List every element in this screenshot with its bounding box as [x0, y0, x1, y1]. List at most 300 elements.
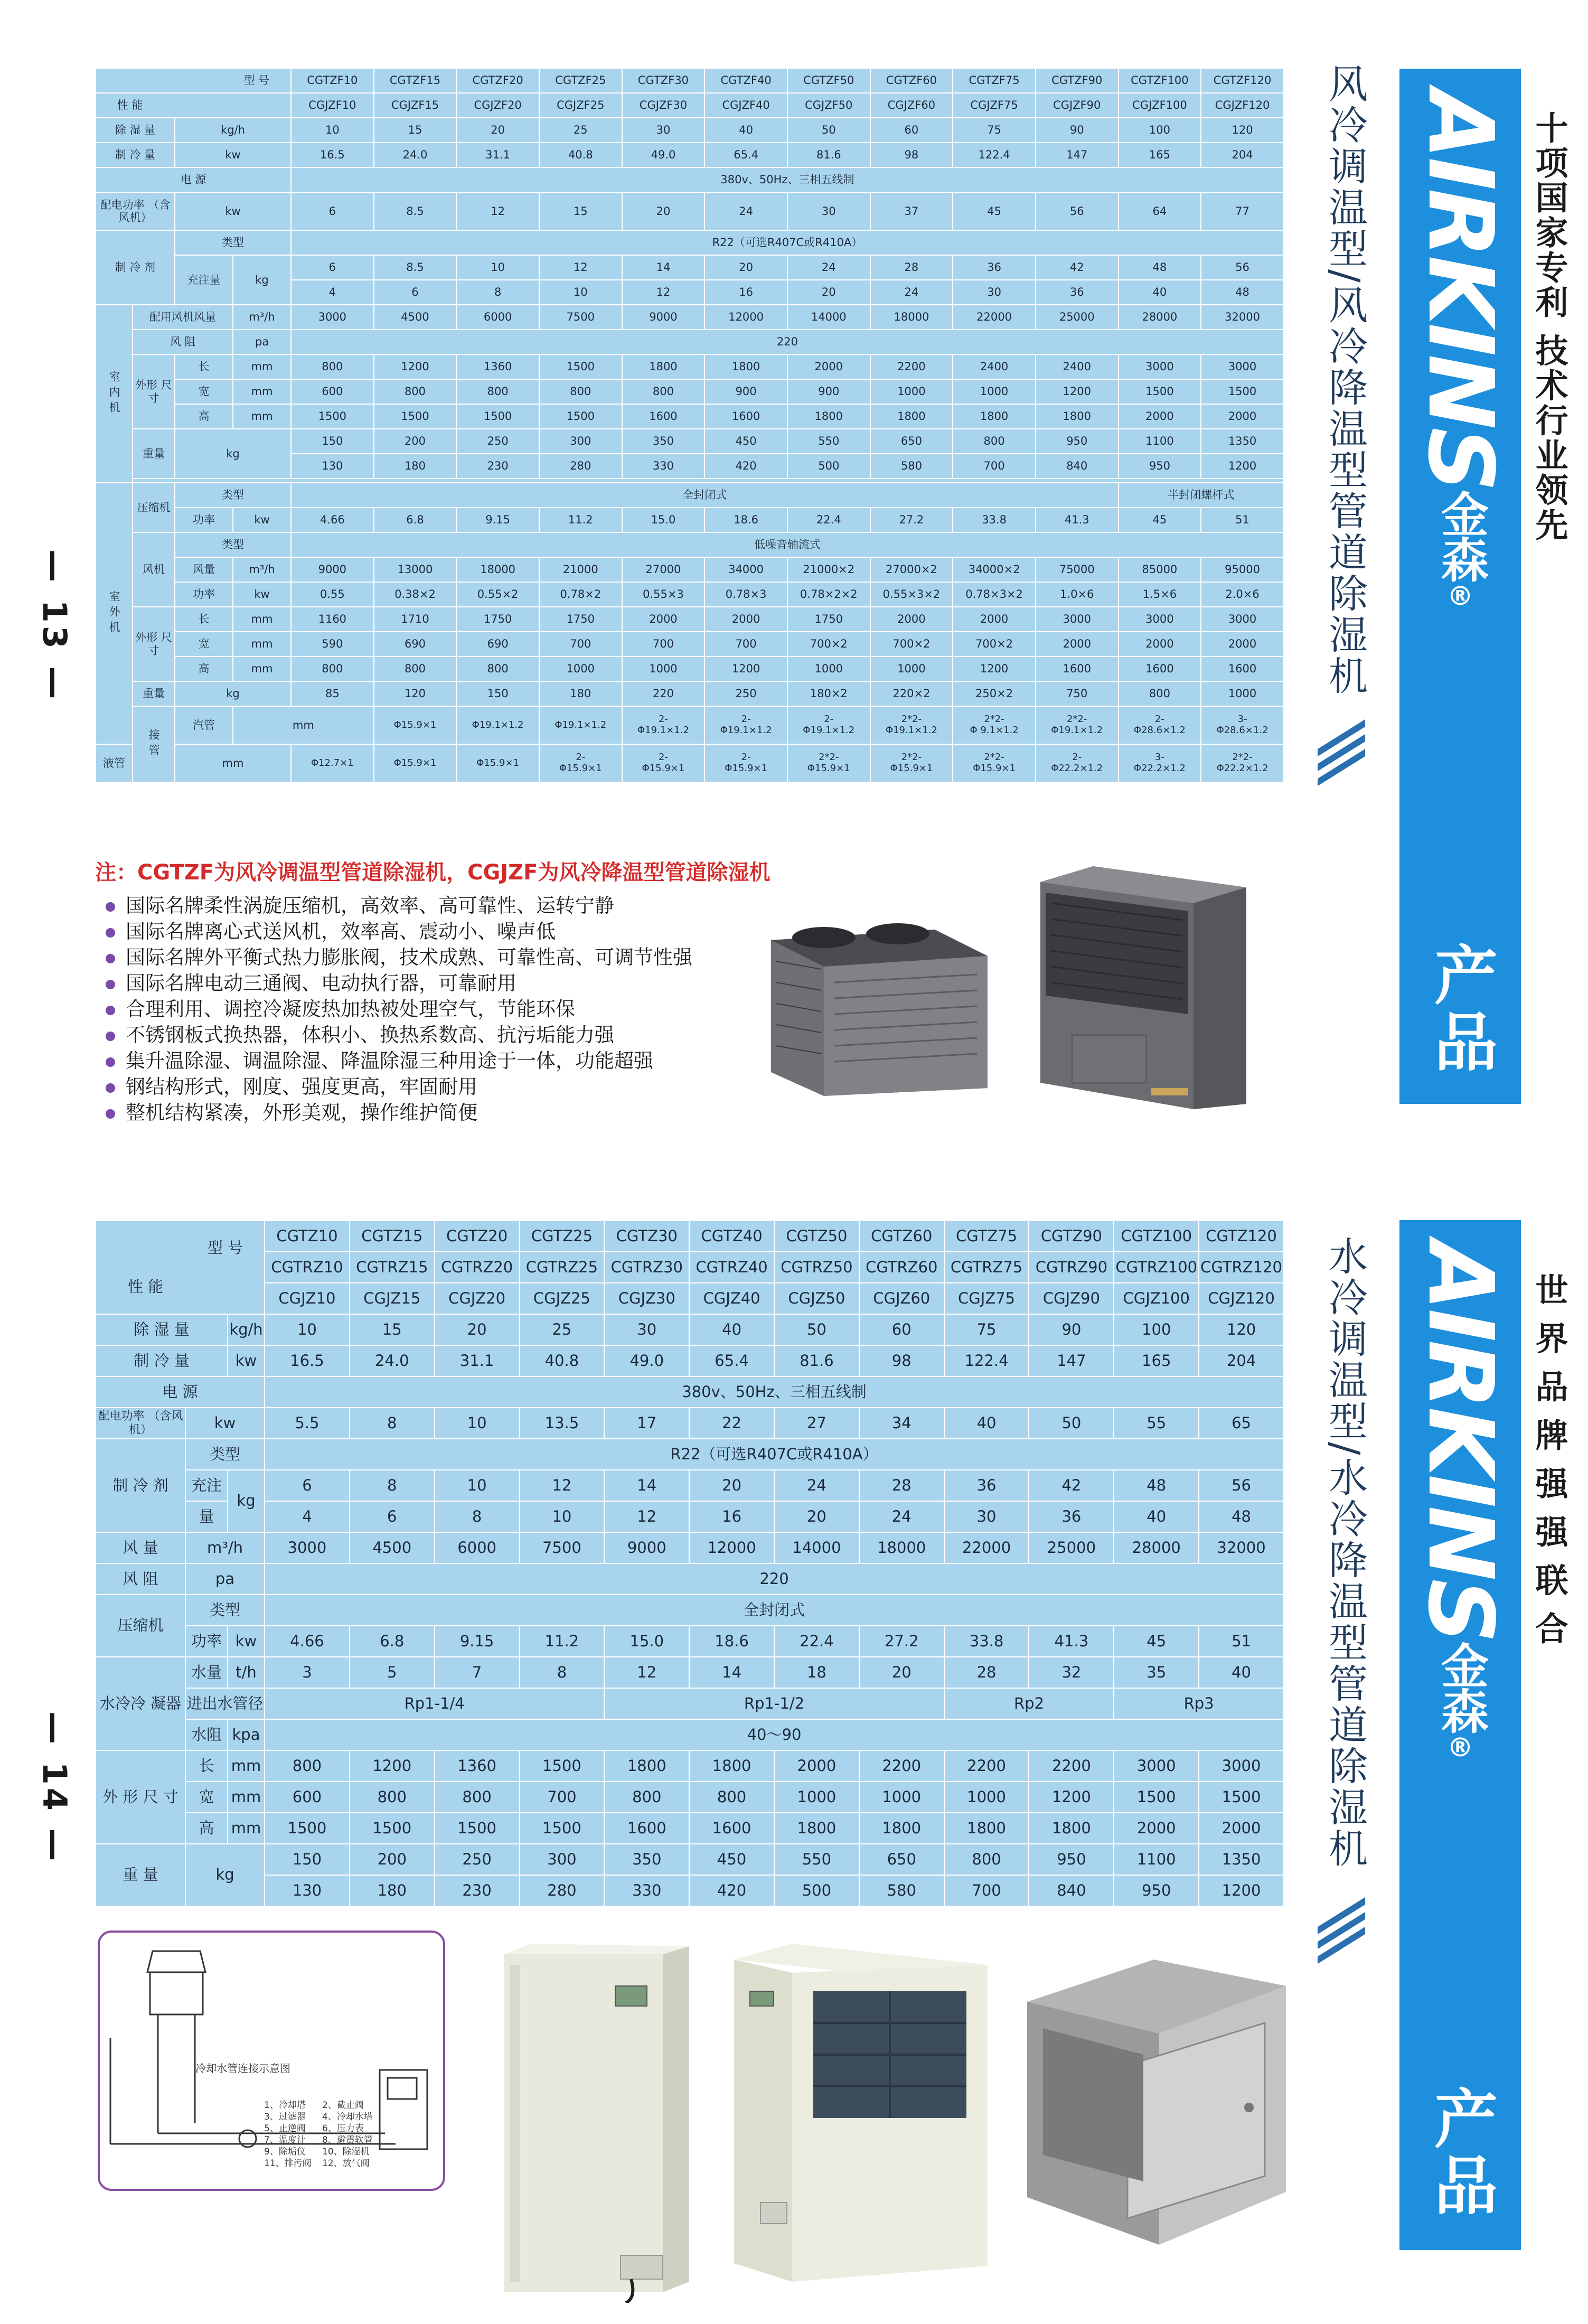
value-cell: 33.8 [953, 508, 1036, 532]
value-cell: CGTZ100 [1114, 1221, 1199, 1252]
table-row [96, 1532, 1284, 1563]
value-cell: 1000 [944, 1782, 1029, 1813]
value-cell: 75 [944, 1314, 1029, 1345]
product-title: 水冷调温型/水冷降温型管道除湿机 [1322, 1236, 1368, 1869]
value-cell: 12 [622, 280, 705, 305]
sub-label: 重量 [133, 429, 175, 479]
value-cell: 2200 [944, 1750, 1029, 1782]
value-cell: 3000 [1114, 1750, 1199, 1782]
value-cell: 20 [456, 118, 539, 143]
value-cell: 1800 [704, 354, 787, 379]
value-cell: 350 [604, 1844, 689, 1875]
value-cell: CGJZF75 [953, 93, 1036, 118]
table-row [96, 379, 1284, 404]
value-cell: 24 [787, 255, 870, 280]
value-cell: 9.15 [435, 1626, 520, 1657]
value-cell: 900 [787, 379, 870, 404]
sub-label: 压缩机 [133, 483, 175, 532]
value-cell: 4.66 [265, 1626, 350, 1657]
water-cooled-unit-photo-2 [729, 1938, 993, 2287]
value-cell: 2000 [774, 1750, 859, 1782]
table-row [96, 532, 1284, 557]
value-cell: 10 [520, 1501, 605, 1532]
value-cell: 8 [350, 1408, 435, 1439]
value-cell [374, 706, 457, 744]
bullet-icon [106, 928, 115, 938]
value-cell [539, 744, 622, 782]
value-cell: 2000 [1119, 404, 1201, 429]
value-cell: 1000 [870, 379, 953, 404]
sub-label: 风机 [133, 532, 175, 607]
value-cell: 27.2 [870, 508, 953, 532]
table-row [96, 93, 1284, 118]
value-cell: 147 [1036, 143, 1119, 167]
value-cell: 7500 [520, 1532, 605, 1563]
unit-cell: mm [228, 1813, 265, 1844]
value-cell: 800 [350, 1782, 435, 1813]
sub-label: 高 [185, 1813, 228, 1844]
value-cell: 2000 [1036, 632, 1119, 657]
value-cell: 55 [1114, 1408, 1199, 1439]
value-cell: 48 [1119, 255, 1201, 280]
value-cell: 4.66 [291, 508, 374, 532]
value-cell: 580 [859, 1875, 944, 1906]
value-cell: 1200 [1036, 379, 1119, 404]
unit-cell: mm [233, 607, 291, 632]
value-cell: 690 [456, 632, 539, 657]
value-cell: 1000 [622, 657, 705, 681]
value-cell: 12 [539, 255, 622, 280]
table-row [96, 1345, 1284, 1376]
value-cell: 1750 [456, 607, 539, 632]
value-cell: 2000 [787, 354, 870, 379]
value-cell: 180 [350, 1875, 435, 1906]
value-cell: 1360 [456, 354, 539, 379]
value-cell: 700 [704, 632, 787, 657]
value-cell [704, 744, 787, 782]
unit-cell: kw [228, 1626, 265, 1657]
table-row [96, 1595, 1284, 1626]
sub-label: 高 [175, 657, 233, 681]
table-row [96, 607, 1284, 632]
value-cell: 600 [265, 1782, 350, 1813]
unit-cell: kg/h [228, 1314, 265, 1345]
value-cell: 550 [787, 429, 870, 454]
value-cell: 15 [350, 1314, 435, 1345]
value-cell: CGTZ90 [1029, 1221, 1114, 1252]
pipe-size: Φ15.9×1 [973, 763, 1016, 774]
value-cell: 10 [539, 280, 622, 305]
value-cell: 330 [622, 454, 705, 479]
spec-table-water-cooled [95, 1220, 1284, 1907]
value-cell: CGTRZ40 [689, 1252, 774, 1283]
pipe-count: 2- [658, 714, 668, 725]
value-cell: 1600 [689, 1813, 774, 1844]
value-cell: 41.3 [1036, 508, 1119, 532]
table-row [96, 192, 1284, 230]
table-row [96, 744, 1284, 782]
value-cell: CGJZF40 [704, 93, 787, 118]
value-cell: 1200 [350, 1750, 435, 1782]
value-cell: 230 [456, 454, 539, 479]
value-cell: 0.55×3×2 [870, 582, 953, 607]
value-cell: 18000 [870, 305, 953, 330]
unit-cell: kw [228, 1345, 265, 1376]
sub-label: 宽 [175, 632, 233, 657]
value-cell: CGJZ20 [435, 1283, 520, 1314]
merged-value: 40～90 [265, 1719, 1284, 1750]
sub-label: 类型 [175, 532, 291, 557]
value-cell: 1800 [953, 404, 1036, 429]
value-cell: CGTRZ20 [435, 1252, 520, 1283]
value-cell: CGTRZ60 [859, 1252, 944, 1283]
value-cell: 15 [539, 192, 622, 230]
value-cell: CGJZ75 [944, 1283, 1029, 1314]
table-row [96, 255, 1284, 280]
sub-label: 功率 [185, 1626, 228, 1657]
value-cell: 21000 [539, 557, 622, 582]
value-cell: 12 [604, 1501, 689, 1532]
value-cell: 450 [689, 1844, 774, 1875]
row-label: 制 冷 量 [96, 143, 175, 167]
value-cell: 0.38×2 [374, 582, 457, 607]
value-cell: 7 [435, 1657, 520, 1688]
value-cell: 1360 [435, 1750, 520, 1782]
spacer-cell [133, 479, 1284, 483]
value-cell: CGTRZ30 [604, 1252, 689, 1283]
value-cell: 34000×2 [953, 557, 1036, 582]
value-cell: 28 [944, 1657, 1029, 1688]
value-cell: 90 [1036, 118, 1119, 143]
value-cell: 122.4 [944, 1345, 1029, 1376]
value-cell: CGJZ10 [265, 1283, 350, 1314]
value-cell: 1600 [604, 1813, 689, 1844]
unit-cell: kg/h [175, 118, 291, 143]
merged-value: 380v、50Hz、三相五线制 [291, 167, 1284, 192]
value-cell [870, 706, 953, 744]
sub-label: 风 阻 [133, 330, 233, 354]
value-cell [1201, 706, 1284, 744]
value-cell: 40.8 [520, 1345, 605, 1376]
sub-label: 宽 [185, 1782, 228, 1813]
value-cell: 950 [1114, 1875, 1199, 1906]
table-row [96, 657, 1284, 681]
sub-label: 功率 [175, 508, 233, 532]
feature-list [106, 893, 692, 1126]
pipe-count: 2*2- [984, 752, 1004, 763]
value-cell: 2400 [953, 354, 1036, 379]
value-cell: 1000 [1201, 681, 1284, 706]
value-cell: 700 [944, 1875, 1029, 1906]
value-cell: 1350 [1199, 1844, 1284, 1875]
value-cell: 9000 [622, 305, 705, 330]
legend-item: 6、压力表 [322, 2123, 364, 2134]
value-cell: 75 [953, 118, 1036, 143]
value-cell: CGTZ50 [774, 1221, 859, 1252]
value-cell: 180 [539, 681, 622, 706]
decor-stripes [1318, 1912, 1365, 1970]
feature-text: 不锈钢板式换热器，体积小、换热系数高、抗污垢能力强 [126, 1024, 614, 1046]
value-cell: 27.2 [859, 1626, 944, 1657]
value-cell: CGTZ75 [944, 1221, 1029, 1252]
pipe-count: Φ12.7×1 [311, 757, 354, 769]
value-cell: 12000 [689, 1532, 774, 1563]
unit-cell: kg [175, 681, 291, 706]
value-cell: 32000 [1199, 1532, 1284, 1563]
table-row [96, 1439, 1284, 1470]
legend-item: 8、避震软管 [322, 2135, 373, 2145]
value-cell: 6.8 [374, 508, 457, 532]
value-cell: 10 [456, 255, 539, 280]
value-cell: 28 [870, 255, 953, 280]
value-cell: 230 [435, 1875, 520, 1906]
value-cell: 30 [622, 118, 705, 143]
value-cell: 1000 [859, 1782, 944, 1813]
table-row [96, 429, 1284, 454]
value-cell: 1000 [787, 657, 870, 681]
value-cell: 60 [870, 118, 953, 143]
value-cell: 8.5 [374, 192, 457, 230]
brand-slogan: 十项国家专利 技术行业领先 [1530, 111, 1568, 543]
value-cell: 85 [291, 681, 374, 706]
value-cell [1119, 706, 1201, 744]
value-cell [787, 744, 870, 782]
table-row [96, 1782, 1284, 1813]
value-cell: 8.5 [374, 255, 457, 280]
value-cell: CGTZF10 [291, 68, 374, 93]
unit-cell: mm [233, 404, 291, 429]
value-cell: 40 [1114, 1501, 1199, 1532]
value-cell: CGJZ120 [1199, 1283, 1284, 1314]
value-cell: 27 [774, 1408, 859, 1439]
value-cell: 130 [265, 1875, 350, 1906]
merged-value: Rp1-1/2 [604, 1688, 944, 1719]
value-cell: 1000 [774, 1782, 859, 1813]
sub-label: 类型 [185, 1595, 265, 1626]
value-cell: 0.78×2×2 [787, 582, 870, 607]
value-cell: 1800 [622, 354, 705, 379]
value-cell: 1200 [953, 657, 1036, 681]
feature-item [106, 1100, 692, 1126]
value-cell: 9000 [291, 557, 374, 582]
value-cell: 800 [456, 657, 539, 681]
feature-item [106, 1074, 692, 1100]
value-cell: 3000 [1199, 1750, 1284, 1782]
value-cell: 45 [1119, 508, 1201, 532]
value-cell: 2000 [1201, 632, 1284, 657]
table-row [96, 706, 1284, 744]
value-cell: CGJZF60 [870, 93, 953, 118]
unit-cell: kw [175, 143, 291, 167]
value-cell: CGJZF100 [1119, 93, 1201, 118]
value-cell: 10 [291, 118, 374, 143]
value-cell: 147 [1029, 1345, 1114, 1376]
feature-text: 集升温除湿、调温除湿、降温除湿三种用途于一体，功能超强 [126, 1049, 653, 1072]
pipe-count: 2*2- [901, 752, 922, 763]
value-cell: 24 [704, 192, 787, 230]
value-cell: 1000 [953, 379, 1036, 404]
value-cell: 6 [350, 1501, 435, 1532]
value-cell: 420 [689, 1875, 774, 1906]
value-cell: 1500 [539, 404, 622, 429]
pipe-size: Φ15.9×1 [559, 763, 602, 774]
brand-logo: AIRKINS金森® [1408, 1241, 1512, 1761]
pipe-count: 2- [824, 714, 834, 725]
value-cell: 65 [1199, 1408, 1284, 1439]
value-cell: 40.8 [539, 143, 622, 167]
pipe-count: Φ19.1×1.2 [555, 719, 607, 730]
value-cell: 220 [622, 681, 705, 706]
legend-item: 10、除湿机 [322, 2147, 370, 2157]
table-row [96, 1875, 1284, 1906]
value-cell [374, 744, 457, 782]
value-cell: 800 [456, 379, 539, 404]
value-cell: 2000 [1199, 1813, 1284, 1844]
value-cell: 2000 [622, 607, 705, 632]
sub-label: 配用风机风量 [133, 305, 233, 330]
merged-value: Rp1-1/4 [265, 1688, 604, 1719]
sub-label: 水阻 [185, 1719, 228, 1750]
value-cell: 1500 [520, 1813, 605, 1844]
value-cell: 2200 [870, 354, 953, 379]
bullet-icon [106, 1109, 115, 1119]
value-cell: CGJZ15 [350, 1283, 435, 1314]
value-cell: 0.55 [291, 582, 374, 607]
value-cell: 350 [622, 429, 705, 454]
table-row [96, 1470, 1284, 1501]
value-cell: 11.2 [539, 508, 622, 532]
value-cell: 27000×2 [870, 557, 953, 582]
sub-label: 外形 尺寸 [133, 354, 175, 429]
value-cell: CGJZF50 [787, 93, 870, 118]
header-perf-label: 性 能 [128, 1277, 164, 1296]
page-number: — 13 — [35, 549, 74, 702]
unit-cell: mm [228, 1750, 265, 1782]
value-cell: 840 [1036, 454, 1119, 479]
value-cell: 30 [953, 280, 1036, 305]
value-cell: CGJZF90 [1036, 93, 1119, 118]
value-cell: 1200 [1199, 1875, 1284, 1906]
table-row [96, 1252, 1284, 1283]
value-cell: 60 [859, 1314, 944, 1345]
indoor-unit-photo [1030, 861, 1267, 1114]
value-cell: 18 [774, 1657, 859, 1688]
value-cell: 1600 [622, 404, 705, 429]
sub-label: 汽管 [175, 706, 233, 744]
feature-item [106, 893, 692, 919]
value-cell [539, 706, 622, 744]
value-cell: 700 [520, 1782, 605, 1813]
table-row [96, 681, 1284, 706]
water-cooled-unit-photo-3 [1017, 1949, 1302, 2261]
value-cell: 22000 [944, 1532, 1029, 1563]
value-cell: 1160 [291, 607, 374, 632]
table-row [96, 230, 1284, 255]
value-cell: 8 [350, 1470, 435, 1501]
merged-value: 380v、50Hz、三相五线制 [265, 1376, 1284, 1408]
row-label: 电 源 [96, 167, 291, 192]
value-cell: 2000 [704, 607, 787, 632]
legend-item: 5、止逆阀 [264, 2123, 306, 2134]
pipe-count: 2- [1072, 752, 1082, 763]
row-label: 电 源 [96, 1376, 265, 1408]
table-row [96, 143, 1284, 167]
value-cell: 33.8 [944, 1626, 1029, 1657]
bullet-icon [106, 1006, 115, 1015]
value-cell: 150 [265, 1844, 350, 1875]
value-cell: 0.78×3 [704, 582, 787, 607]
value-cell: 2000 [1119, 632, 1201, 657]
pipe-count: Φ15.9×1 [476, 757, 520, 769]
value-cell: 1500 [265, 1813, 350, 1844]
sub-label: 液管 [96, 744, 133, 782]
value-cell: 150 [456, 681, 539, 706]
value-cell: 200 [350, 1844, 435, 1875]
table-row [96, 404, 1284, 429]
pipe-count: 2*2- [984, 714, 1004, 725]
unit-cell: kw [233, 508, 291, 532]
value-cell: CGTRZ15 [350, 1252, 435, 1283]
value-cell: 0.78×3×2 [953, 582, 1036, 607]
value-cell: 1600 [1201, 657, 1284, 681]
value-cell: 56 [1201, 255, 1284, 280]
value-cell: 700×2 [787, 632, 870, 657]
value-cell: 3000 [1119, 607, 1201, 632]
pipe-size: Φ19.1×1.2 [1051, 725, 1103, 736]
pipe-size: Φ15.9×1 [642, 763, 685, 774]
value-cell: 800 [374, 379, 457, 404]
value-cell: 1.0×6 [1036, 582, 1119, 607]
pipe-count: 3- [1237, 714, 1247, 725]
value-cell: 48 [1201, 280, 1284, 305]
pipe-count: 2- [741, 714, 751, 725]
unit-cell: kg [185, 1844, 265, 1906]
value-cell: 330 [604, 1875, 689, 1906]
pipe-count: 2*2- [1067, 714, 1087, 725]
sub-label: 类型 [175, 230, 291, 255]
sub-label: 量 [185, 1501, 228, 1532]
value-cell: 56 [1036, 192, 1119, 230]
value-cell [704, 706, 787, 744]
merged-value: 半封闭螺杆式 [1119, 483, 1284, 508]
legend-item: 7、温度计 [264, 2135, 306, 2145]
table-row [96, 557, 1284, 582]
value-cell: 950 [1036, 429, 1119, 454]
table-row [96, 1314, 1284, 1345]
value-cell: 10 [435, 1470, 520, 1501]
value-cell [622, 706, 705, 744]
legend-row [264, 2146, 380, 2158]
value-cell: 18000 [456, 557, 539, 582]
value-cell [1201, 744, 1284, 782]
value-cell: 1200 [1201, 454, 1284, 479]
value-cell: 25000 [1029, 1532, 1114, 1563]
value-cell: 250 [456, 429, 539, 454]
unit-cell: mm [228, 1782, 265, 1813]
spec-table-body [96, 68, 1284, 782]
value-cell: 1800 [944, 1813, 1029, 1844]
row-label: 制 冷 剂 [96, 230, 175, 305]
value-cell: 1200 [374, 354, 457, 379]
value-cell: 1800 [787, 404, 870, 429]
value-cell: 590 [291, 632, 374, 657]
value-cell: 16 [689, 1501, 774, 1532]
row-label: 水冷冷 凝器 [96, 1657, 185, 1750]
value-cell [787, 706, 870, 744]
pipe-size: Φ28.6×1.2 [1216, 725, 1268, 736]
value-cell: 22 [689, 1408, 774, 1439]
unit-cell: mm [233, 657, 291, 681]
